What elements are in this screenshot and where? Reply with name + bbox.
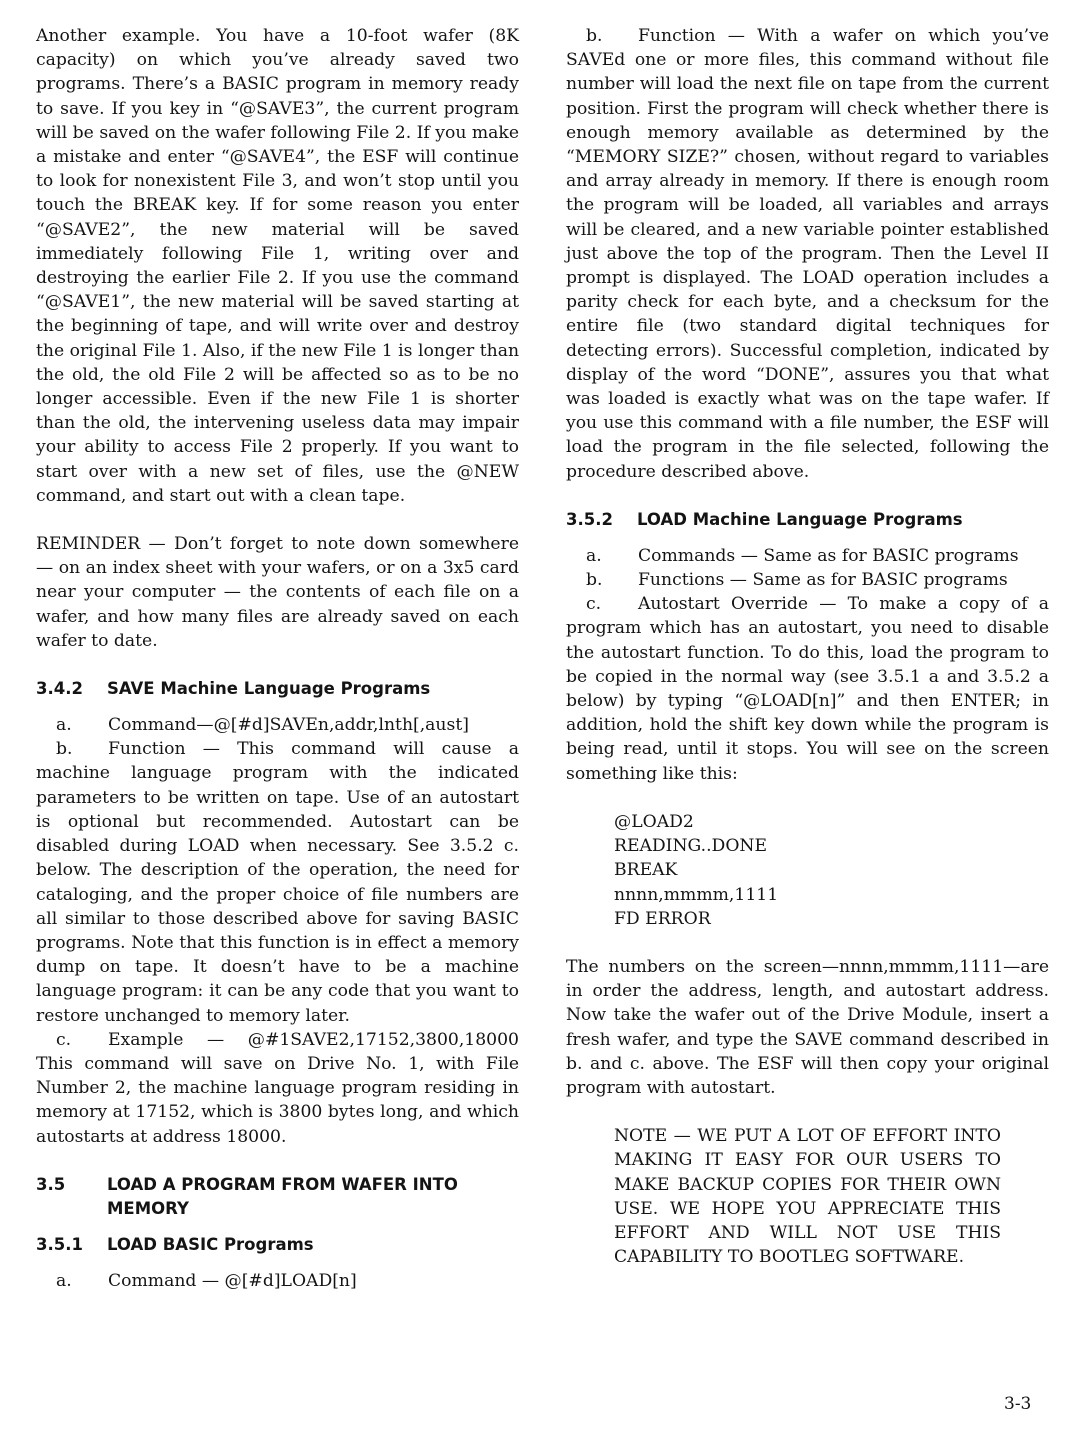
section-number: 3.5 xyxy=(36,1174,66,1194)
item-3-4-2-b xyxy=(36,737,519,1027)
item-label: c. xyxy=(586,594,602,615)
item-3-5-1-a xyxy=(36,1269,519,1293)
screen-line: nnnn,mmmm,1111 xyxy=(614,884,779,905)
item-label: b. xyxy=(586,26,603,46)
item-label: b. xyxy=(586,570,603,591)
item-text: Commands — Same as for BASIC programs xyxy=(638,545,1019,566)
paragraph-example: Another example. You have a 10-foot wafer (8K capacity) on which you’ve already saved two programs. There’s a BASIC program in memory ready to save. If you key in “@SAVE3”, the current program will be saved on the wafer following File 2. If you make a mistake and enter “@SAVE4”, the ESF will continue to look for nonexistent File 3, and won’t stop until you touch the BREAK key. If for some reason you enter “@SAVE2”, the new material will be saved immediately following File 1, writing over and destroying the earlier File 2. If you use the command “@SAVE1”, the new material will be saved starting at the beginning of tape, and will write over and destroy the original File 1. Also, if the new File 1 is longer than the old, the old File 2 will be affected so as to be no longer accessible. Even if the new File 1 is shorter than the old, the intervening useless data may impair your ability to access File 2 properly. If you want to start over with a new set of files, use the @NEW command, and start out with a clean tape. xyxy=(36,26,520,506)
heading-3-5-1 xyxy=(36,1233,519,1257)
section-title: SAVE Machine Language Programs xyxy=(107,679,431,699)
right-column xyxy=(566,24,1049,1269)
section-title: LOAD BASIC Programs xyxy=(107,1234,314,1254)
item-3-5-2-c xyxy=(566,592,1049,786)
item-label: b. xyxy=(56,739,73,760)
heading-3-5-2 xyxy=(566,508,1049,532)
item-text: Example — @#1SAVE2,17152,3800,18000 This command will save on Drive No. 1, with File Number 2, the machine language program residing in memory at 17152, which is 3800 bytes long, and which autostarts at address 18000. xyxy=(36,1029,519,1147)
item-text: Command—@[#d]SAVEn,addr,lnth[,aust] xyxy=(108,715,469,736)
item-3-4-2-c xyxy=(36,1028,519,1149)
heading-3-4-2 xyxy=(36,677,519,701)
item-label: a. xyxy=(56,715,72,736)
item-text: Function — With a wafer on which you’ve SAVEd one or more files, this command without file number will load the next file on tape from the current position. First the program will check whether there is enough memory available as determined by the “MEMORY SIZE?” chosen, without regard to variables and array already in memory. If there is enough room the program will be loaded, all variables and arrays will be cleared, and a new variable pointer established just above the top of the program. Then the Level II prompt is displayed. The LOAD operation includes a parity check for each byte, and a checksum for the entire file (two standard digital techniques for detecting errors). Successful completion, indicated by display of the word “DONE”, assures you that what was loaded is exactly what was on the tape wafer. If you use this command with a file number, the ESF will load the program in the file selected, following the procedure described above. xyxy=(566,26,1049,482)
item-label: a. xyxy=(586,545,602,566)
page-number: 3-3 xyxy=(1004,1394,1032,1414)
section-number: 3.4.2 xyxy=(36,679,83,699)
item-3-5-2-a xyxy=(566,544,1049,568)
item-label: c. xyxy=(56,1029,72,1050)
paragraph-reminder: REMINDER — Don’t forget to note down somewhere — on an index sheet with your wafers, or on a 3x5 card near your computer — the contents of each file on a wafer, and how many files are already saved on each wafer to date. xyxy=(36,534,519,651)
item-text: Function — This command will cause a machine language program with the indicated parameters to be written on tape. Use of an autostart is optional but recommended. Autostart can be disabled during LOAD when necessary. See 3.5.2 c. below. The description of the operation, the need for cataloging, and the proper choice of file numbers are all similar to those described above for saving BASIC programs. Note that this function is in effect a memory dump on tape. It doesn’t have to be a machine language program: it can be any code that you want to restore unchanged to memory later. xyxy=(36,739,519,1026)
screen-line: BREAK xyxy=(614,860,678,881)
left-column xyxy=(36,24,519,1293)
section-number: 3.5.1 xyxy=(36,1234,83,1254)
section-title: LOAD Machine Language Programs xyxy=(637,509,963,529)
item-text: Autostart Override — To make a copy of a program which has an autostart, you need to disable the autostart function. To do this, load the program to be copied in the normal way (see 3.5.1 a and 3.5.2 a below) by typing “@LOAD[n]” and then ENTER; in addition, hold the shift key down while the program is being read, until it stops. You will see on the screen something like this: xyxy=(566,594,1049,784)
item-3-5-2-b xyxy=(566,568,1049,592)
item-3-4-2-a xyxy=(36,713,519,737)
paragraph-screen-explanation: The numbers on the screen—nnnn,mmmm,1111—are in order the address, length, and autostart address. Now take the wafer out of the Drive Module, insert a fresh wafer, and type the SAVE command described in b. and c. above. The ESF will then copy your original program with autostart. xyxy=(566,956,1049,1098)
screen-output xyxy=(614,810,1049,931)
section-title: LOAD A PROGRAM FROM WAFER INTO MEMORY xyxy=(107,1174,458,1218)
heading-3-5 xyxy=(36,1173,519,1221)
item-3-5-1-b xyxy=(566,24,1049,484)
screen-line: FD ERROR xyxy=(614,908,711,929)
screen-line: @LOAD2 xyxy=(614,811,694,832)
screen-line: READING..DONE xyxy=(614,836,768,857)
item-text: Functions — Same as for BASIC programs xyxy=(638,570,1008,591)
note-box: NOTE — WE PUT A LOT OF EFFORT INTO MAKING IT EASY FOR OUR USERS TO MAKE BACKUP COPIES FOR THEIR OWN USE. WE HOPE YOU APPRECIATE THIS EFFORT AND WILL NOT USE THIS CAPABILITY TO BOOTLEG SOFTWARE. xyxy=(614,1126,1001,1268)
item-label: a. xyxy=(56,1270,72,1291)
item-text: Command — @[#d]LOAD[n] xyxy=(108,1270,357,1291)
section-number: 3.5.2 xyxy=(566,509,613,529)
